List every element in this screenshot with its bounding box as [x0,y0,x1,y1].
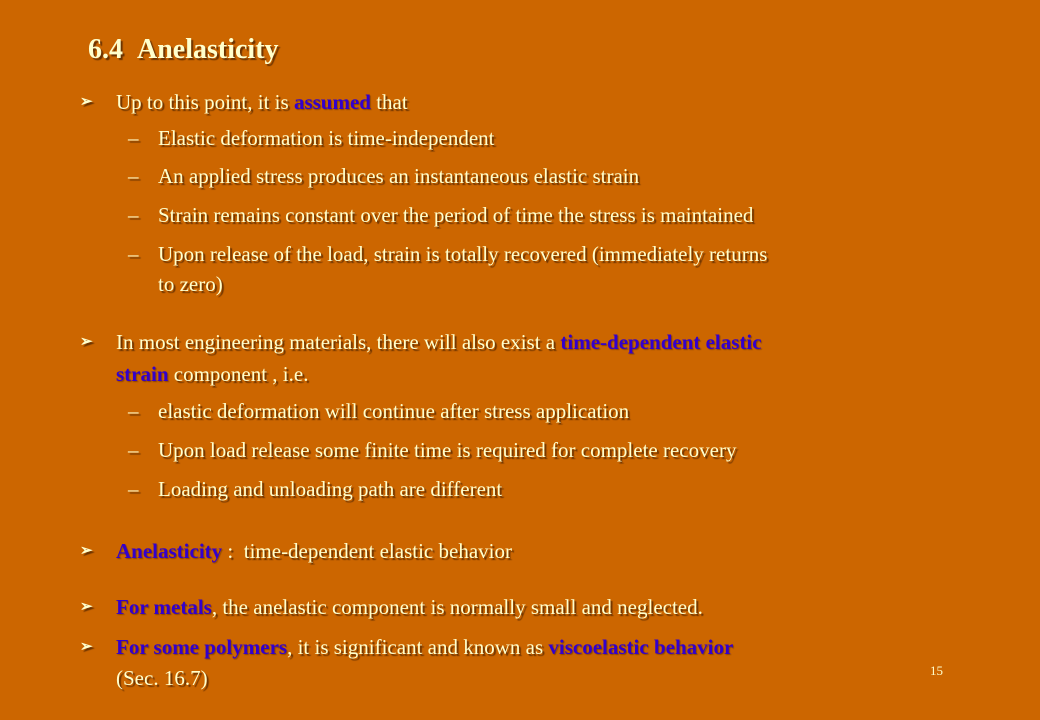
text-run: Up to this point, it is [116,90,294,114]
arrow-bullet-icon: ➢ [80,334,93,350]
highlight-for-some-polymers: For some polymers [116,635,288,659]
highlight-time-dependent-elastic: time-dependent elastic [560,330,762,354]
text-run: , the anelastic component is normally small and neglected. [211,595,703,619]
sub-bullet-text: to zero) [158,272,223,296]
bullet-text [116,593,703,621]
dash-bullet-icon: – [128,126,139,150]
sub-bullet-text: Upon load release some finite time is required for complete recovery [158,438,737,462]
sub-bullet-text: An applied stress produces an instantaneous elastic strain [158,164,640,188]
title-text: Anelasticity [137,34,279,65]
sub-bullet-text: elastic deformation will continue after stress application [158,399,630,423]
dash-bullet-icon: – [128,203,139,227]
dash-bullet-icon: – [128,438,139,462]
text-run: that [370,90,408,114]
arrow-bullet-icon: ➢ [80,639,93,655]
highlight-strain: strain [116,362,169,386]
dash-bullet-icon: – [128,399,139,423]
sub-bullet-text: Loading and unloading path are different [158,477,503,501]
text-run: : time-dependent elastic behavior [222,539,512,563]
highlight-anelasticity: Anelasticity [116,539,223,563]
page-number: 15 [930,663,943,678]
text-run: In most engineering materials, there will also exist a [116,330,561,354]
bullet-text: (Sec. 16.7) [116,666,208,690]
arrow-bullet-icon: ➢ [80,543,93,559]
title-number: 6.4 [88,34,123,65]
bullet-text [116,328,762,356]
arrow-bullet-icon: ➢ [80,599,93,615]
bullet-text [116,537,512,565]
text-run: , it is significant and known as [287,635,549,659]
dash-bullet-icon: – [128,242,139,266]
sub-bullet-text: Upon release of the load, strain is totally recovered (immediately returns [158,242,768,266]
highlight-for-metals: For metals [116,595,212,619]
bullet-text [116,360,308,388]
bullet-text [116,633,733,661]
text-run: component , i.e. [168,362,309,386]
dash-bullet-icon: – [128,164,139,188]
bullet-text [116,88,408,116]
dash-bullet-icon: – [128,477,139,501]
arrow-bullet-icon: ➢ [80,94,93,110]
highlight-assumed: assumed [293,90,371,114]
sub-bullet-text: Elastic deformation is time-independent [158,126,495,150]
highlight-viscoelastic-behavior: viscoelastic behavior [548,635,734,659]
sub-bullet-text: Strain remains constant over the period of time the stress is maintained [158,203,754,227]
slide-title [88,34,279,66]
